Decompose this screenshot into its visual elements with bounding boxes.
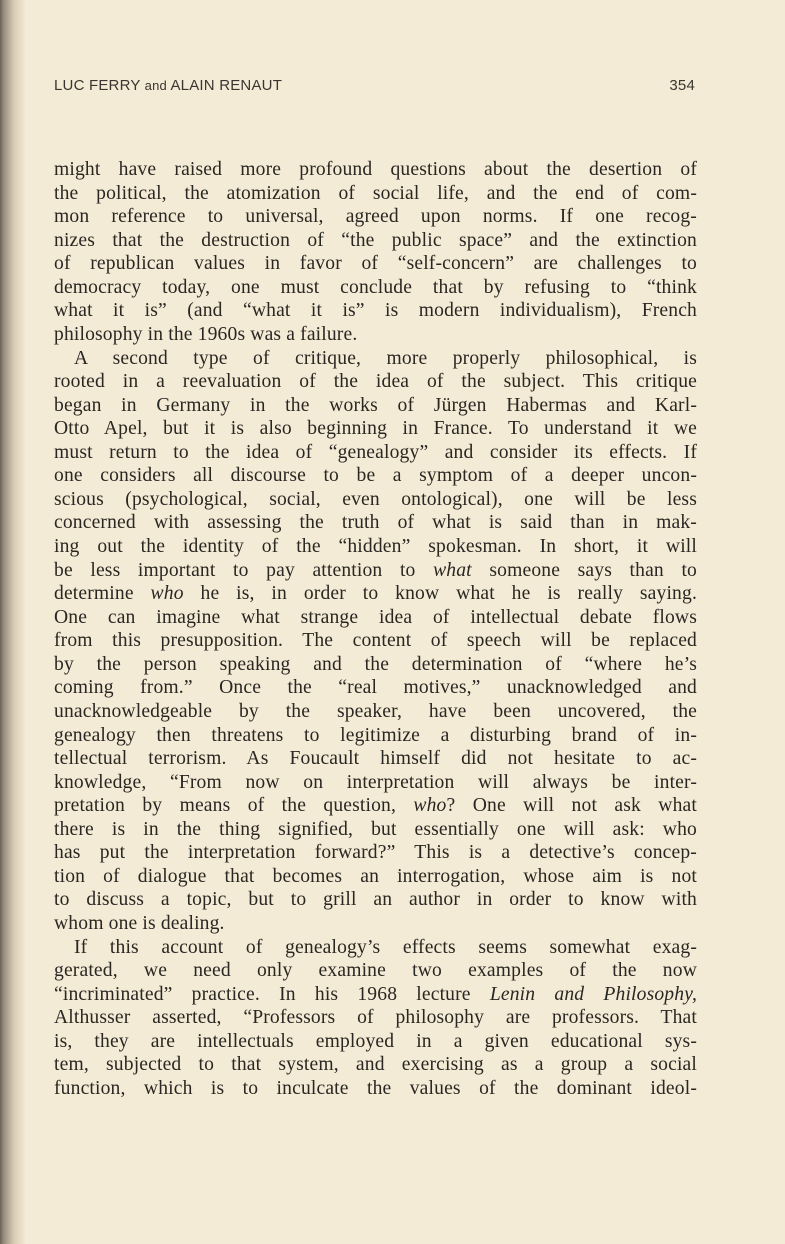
text-line: tion of dialogue that becomes an interrogation, whose aim is not: [54, 865, 697, 887]
text-line: mon reference to universal, agreed upon norms. If one recog-: [54, 206, 697, 228]
text-run: someone says than to: [471, 559, 697, 581]
text-line: whom one is dealing.: [54, 913, 225, 934]
italic-emphasis: what: [433, 559, 472, 581]
text-line: must return to the idea of “genealogy” and consider its effects. If: [54, 441, 697, 463]
text-line: began in Germany in the works of Jürgen Habermas and Karl-: [54, 394, 697, 416]
text-line: there is in the thing signified, but essentially one will ask: who: [54, 818, 697, 840]
text-line: function, which is to inculcate the values of the dominant ideol-: [54, 1077, 697, 1099]
text-line: is, they are intellectuals employed in a given educational sys-: [54, 1030, 697, 1052]
text-line: Althusser asserted, “Professors of philosophy are professors. That: [54, 1007, 697, 1029]
text-line: [54, 559, 697, 583]
text-run: he is, in order to know what he is really saying.: [183, 583, 697, 605]
text-line: of republican values in favor of “self-concern” are challenges to: [54, 253, 697, 275]
text-line: tem, subjected to that system, and exercising as a group a social: [54, 1054, 697, 1076]
text-line: to discuss a topic, but to grill an author in order to know with: [54, 889, 697, 911]
text-run: ? One will not ask what: [446, 795, 697, 817]
paragraph-1: [54, 158, 697, 347]
text-line: tellectual terrorism. As Foucault himself did not hesitate to ac-: [54, 748, 697, 770]
text-run: “incriminated” practice. In his 1968 lecture: [54, 983, 490, 1005]
text-line: concerned with assessing the truth of what is said than in mak-: [54, 512, 697, 534]
text-line: Otto Apel, but it is also beginning in France. To understand it we: [54, 418, 697, 440]
italic-emphasis: who: [413, 795, 447, 817]
running-head-authors-1: LUC FERRY: [54, 77, 145, 94]
text-line: one considers all discourse to be a symptom of a deeper uncon-: [54, 465, 697, 487]
book-spine-edge: [0, 0, 26, 1244]
text-line: rooted in a reevaluation of the idea of the subject. This critique: [54, 371, 697, 393]
text-line: [54, 582, 697, 606]
text-line: [54, 983, 697, 1007]
text-line: If this account of genealogy’s effects seems somewhat exag-: [74, 936, 697, 958]
text-run: determine: [54, 583, 151, 605]
text-line: from this presupposition. The content of speech will be replaced: [54, 630, 697, 652]
page-header: [54, 77, 695, 99]
text-line: what it is” (and “what it is” is modern individualism), French: [54, 300, 697, 322]
italic-title: Lenin and Philosophy,: [489, 983, 698, 1005]
text-line: might have raised more profound questions about the desertion of: [54, 159, 697, 180]
text-run: be less important to pay attention to: [54, 559, 434, 581]
text-line: democracy today, one must conclude that by refusing to “think: [54, 276, 697, 298]
text-line: coming from.” Once the “real motives,” unacknowledged and: [54, 677, 697, 699]
text-line: nizes that the destruction of “the public space” and the extinction: [54, 229, 697, 251]
text-line: unacknowledgeable by the speaker, have been uncovered, the: [54, 700, 697, 722]
text-line: has put the interpretation forward?” This is a detective’s concep-: [54, 842, 697, 864]
running-head: [54, 77, 282, 94]
text-line: knowledge, “From now on interpretation will always be inter-: [54, 771, 697, 793]
text-line: genealogy then threatens to legitimize a disturbing brand of in-: [54, 724, 697, 746]
text-line: philosophy in the 1960s was a failure.: [54, 323, 358, 345]
paragraph-2: [54, 347, 697, 936]
text-line: gerated, we need only examine two examples of the now: [54, 960, 697, 982]
paragraph-3: [54, 936, 697, 1101]
text-line: by the person speaking and the determination of “where he’s: [54, 653, 697, 675]
page-number: 354: [669, 77, 695, 94]
text-line: ing out the identity of the “hidden” spokesman. In short, it will: [54, 536, 697, 557]
italic-emphasis: who: [150, 583, 184, 605]
text-run: pretation by means of the question,: [54, 795, 414, 817]
body-text: [54, 158, 697, 1101]
text-line: the political, the atomization of social life, and the end of com-: [54, 182, 697, 204]
text-line: [54, 794, 697, 818]
running-head-and: and: [144, 78, 167, 93]
text-line: One can imagine what strange idea of intellectual debate flows: [54, 606, 697, 628]
text-line: scious (psychological, social, even ontological), one will be less: [54, 488, 697, 510]
text-line: A second type of critique, more properly philosophical, is: [74, 347, 697, 369]
running-head-authors-2: ALAIN RENAUT: [166, 77, 283, 94]
